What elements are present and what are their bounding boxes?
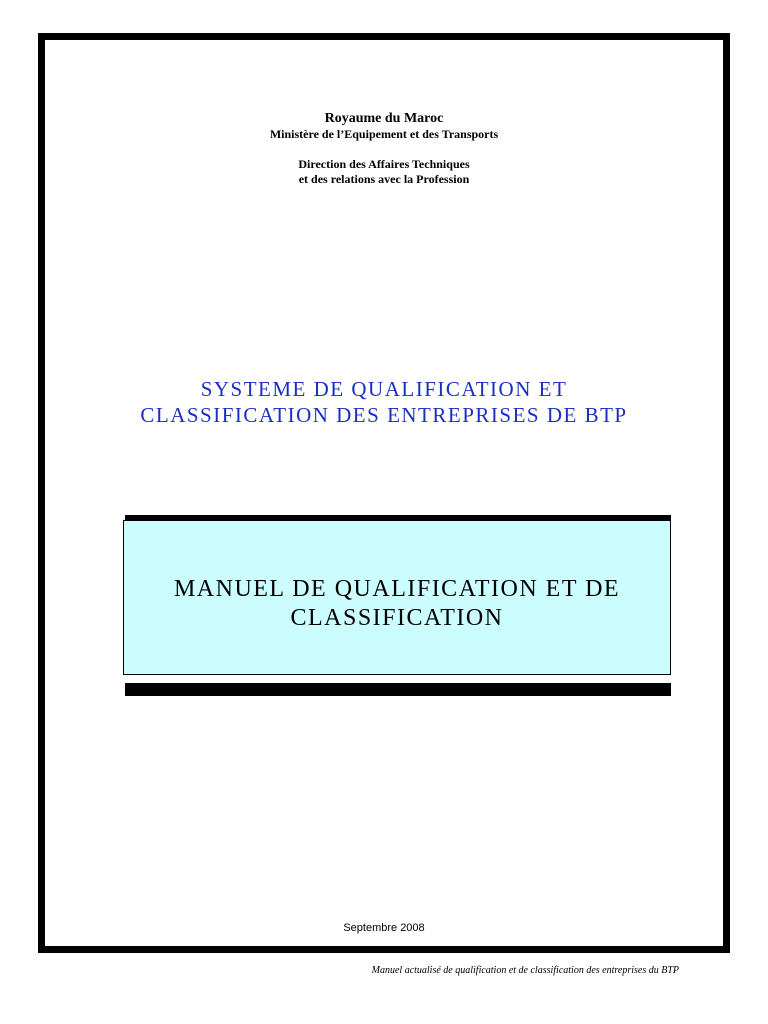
ministry-name: Ministère de l’Equipement et des Transports <box>269 127 499 141</box>
kingdom-name: Royaume du Maroc <box>324 111 444 126</box>
manual-title <box>124 575 670 633</box>
page-border-frame <box>38 33 730 953</box>
manual-title-box <box>123 520 671 675</box>
system-title-line-1: SYSTEME DE QUALIFICATION ET <box>200 377 568 401</box>
direction-line-1: Direction des Affaires Techniques <box>298 157 470 171</box>
direction-line-2: et des relations avec la Profession <box>298 172 470 186</box>
issuing-authority-header <box>45 110 723 187</box>
direction-name <box>45 157 723 187</box>
manual-title-line-2: CLASSIFICATION <box>290 605 504 631</box>
publication-date: Septembre 2008 <box>343 922 425 934</box>
bottom-black-bar <box>125 683 671 696</box>
manual-title-line-1: MANUEL DE QUALIFICATION ET DE <box>173 576 621 602</box>
system-title <box>45 376 723 428</box>
page-footer: Manuel actualisé de qualification et de classification des entreprises du BTP <box>371 965 679 976</box>
system-title-line-2: CLASSIFICATION DES ENTREPRISES DE BTP <box>140 403 628 427</box>
